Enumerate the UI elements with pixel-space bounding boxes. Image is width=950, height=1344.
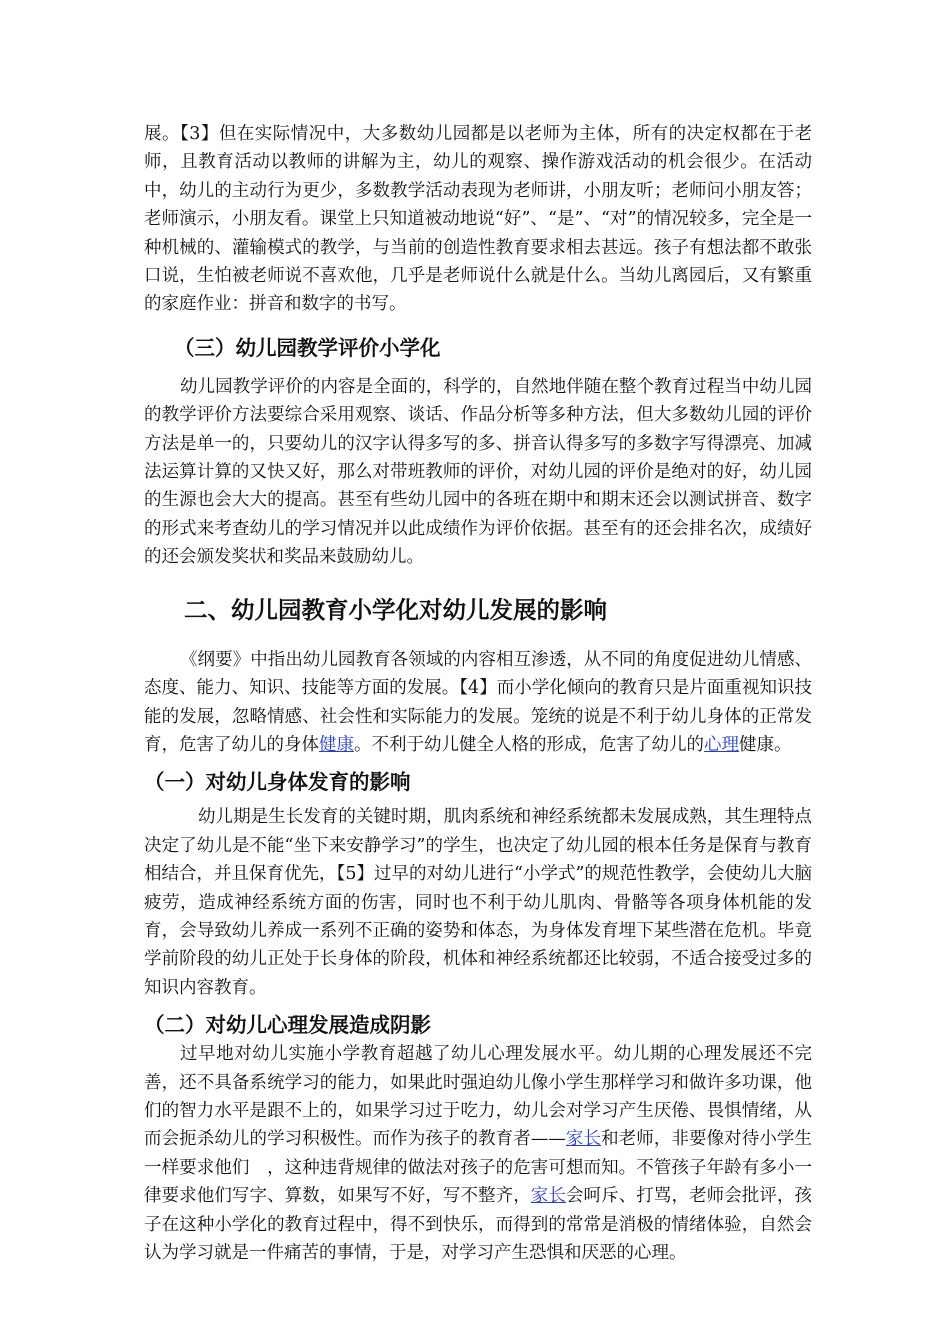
document-page	[144, 120, 812, 1267]
paragraph-physical: 幼儿期是生长发育的关键时期，肌肉系统和神经系统都未发展成熟，其生理特点决定了幼儿是不能“坐下来安静学习”的学生，也决定了幼儿园的根本任务是保育与教育相结合，并且保育优先，【5】过早的对幼儿进行“小学式”的规范性教学，会使幼儿大脑疲劳，造成神经系统方面的伤害，同时也不利于幼儿肌肉、骨骼等各项身体机能的发育，会导致幼儿养成一系列不正确的姿势和体态，为身体发育埋下某些潜在危机。毕竟学前阶段的幼儿正处于长身体的阶段，机体和神经系统都还比较弱，不适合接受过多的知识内容教育。	[144, 807, 812, 998]
link-health[interactable]: 健康	[319, 734, 354, 755]
link-parents-2[interactable]: 家长	[530, 1186, 566, 1207]
text-segment: 和老师，非要像对待小学生一样要求他们 ，这种违背规律的做法对孩子的危害可想而知。不管孩子年龄有多小一律要求他们写字、算数，如果写不好，写不整齐，	[144, 1129, 813, 1207]
text-segment: 过早地对幼儿实施小学教育超越了幼儿心理发展水平。幼儿期的心理发展还不完善，还不具备系统学习的能力，如果此时强迫幼儿像小学生那样学习和做许多功课，他们的智力水平是跟不上的，如果学习过于吃力，幼儿会对学习产生厌倦、畏惧情绪，从而会扼杀幼儿的学习积极性。而作为孩子的教育者——	[144, 1044, 812, 1150]
text-segment: 。不利于幼儿健全人格的形成，危害了幼儿的	[354, 734, 704, 755]
text-segment: 健康。	[739, 734, 792, 755]
text-segment: 《纲要》中指出幼儿园教育各领域的内容相互渗透，从不同的角度促进幼儿情感、态度、能力、知识、技能等方面的发展。【4】而小学化倾向的教育只是片面重视知识技能的发展，忽略情感、社会性和实际能力的发展。笼统的说是不利于幼儿身体的正常发育，危害了幼儿的身体	[144, 649, 812, 755]
paragraph-evaluation: 幼儿园教学评价的内容是全面的，科学的，自然地伴随在整个教育过程当中幼儿园的教学评价方法要综合采用观察、谈话、作品分析等多种方法，但大多数幼儿园的评价方法是单一的，只要幼儿的汉字认得多写的多、拼音认得多写的多数字写得漂亮、加减法运算计算的又快又好，那么对带班教师的评价，对幼儿园的评价是绝对的好，幼儿园的生源也会大大的提高。甚至有些幼儿园中的各班在期中和期末还会以测试拼音、数字的形式来考查幼儿的学习情况并以此成绩作为评价依据。甚至有的还会排名次，成绩好的还会颁发奖状和奖品来鼓励幼儿。	[144, 376, 812, 568]
section-heading-physical: （一）对幼儿身体发育的影响	[144, 770, 411, 795]
link-parents[interactable]: 家长	[565, 1129, 602, 1150]
paragraph-teaching-method: 展。【3】但在实际情况中，大多数幼儿园都是以老师为主体，所有的决定权都在于老师，且教育活动以教师的讲解为主，幼儿的观察、操作游戏活动的机会很少。在活动中，幼儿的主动行为更少，多数教学活动表现为老师讲，小朋友听；老师问小朋友答；老师演示，小朋友看。课堂上只知道被动地说“好”、“是”、“对”的情况较多，完全是一种机械的、灌输模式的教学，与当前的创造性教育要求相去甚远。孩子有想法都不敢张口说，生怕被老师说不喜欢他，几乎是老师说什么就是什么。当幼儿离园后，又有繁重的家庭作业：拼音和数字的书写。	[144, 124, 812, 315]
section-heading-evaluation: （三）幼儿园教学评价小学化	[174, 335, 441, 360]
chapter-heading-impact: 二、幼儿园教育小学化对幼儿发展的影响	[184, 595, 607, 624]
text-segment: 会呵斥、打骂，老师会批评，孩子在这种小学化的教育过程中，得不到快乐，而得到的常常是消极的情绪体验，自然会认为学习就是一件痛苦的事情，于是，对学习产生恐惧和厌恶的心理。	[144, 1186, 813, 1263]
link-psychology[interactable]: 心理	[704, 734, 739, 755]
paragraph-psychological	[144, 1040, 812, 1267]
paragraph-outline-impact	[144, 646, 812, 760]
section-heading-psychological: （二）对幼儿心理发展造成阴影	[144, 1013, 431, 1038]
